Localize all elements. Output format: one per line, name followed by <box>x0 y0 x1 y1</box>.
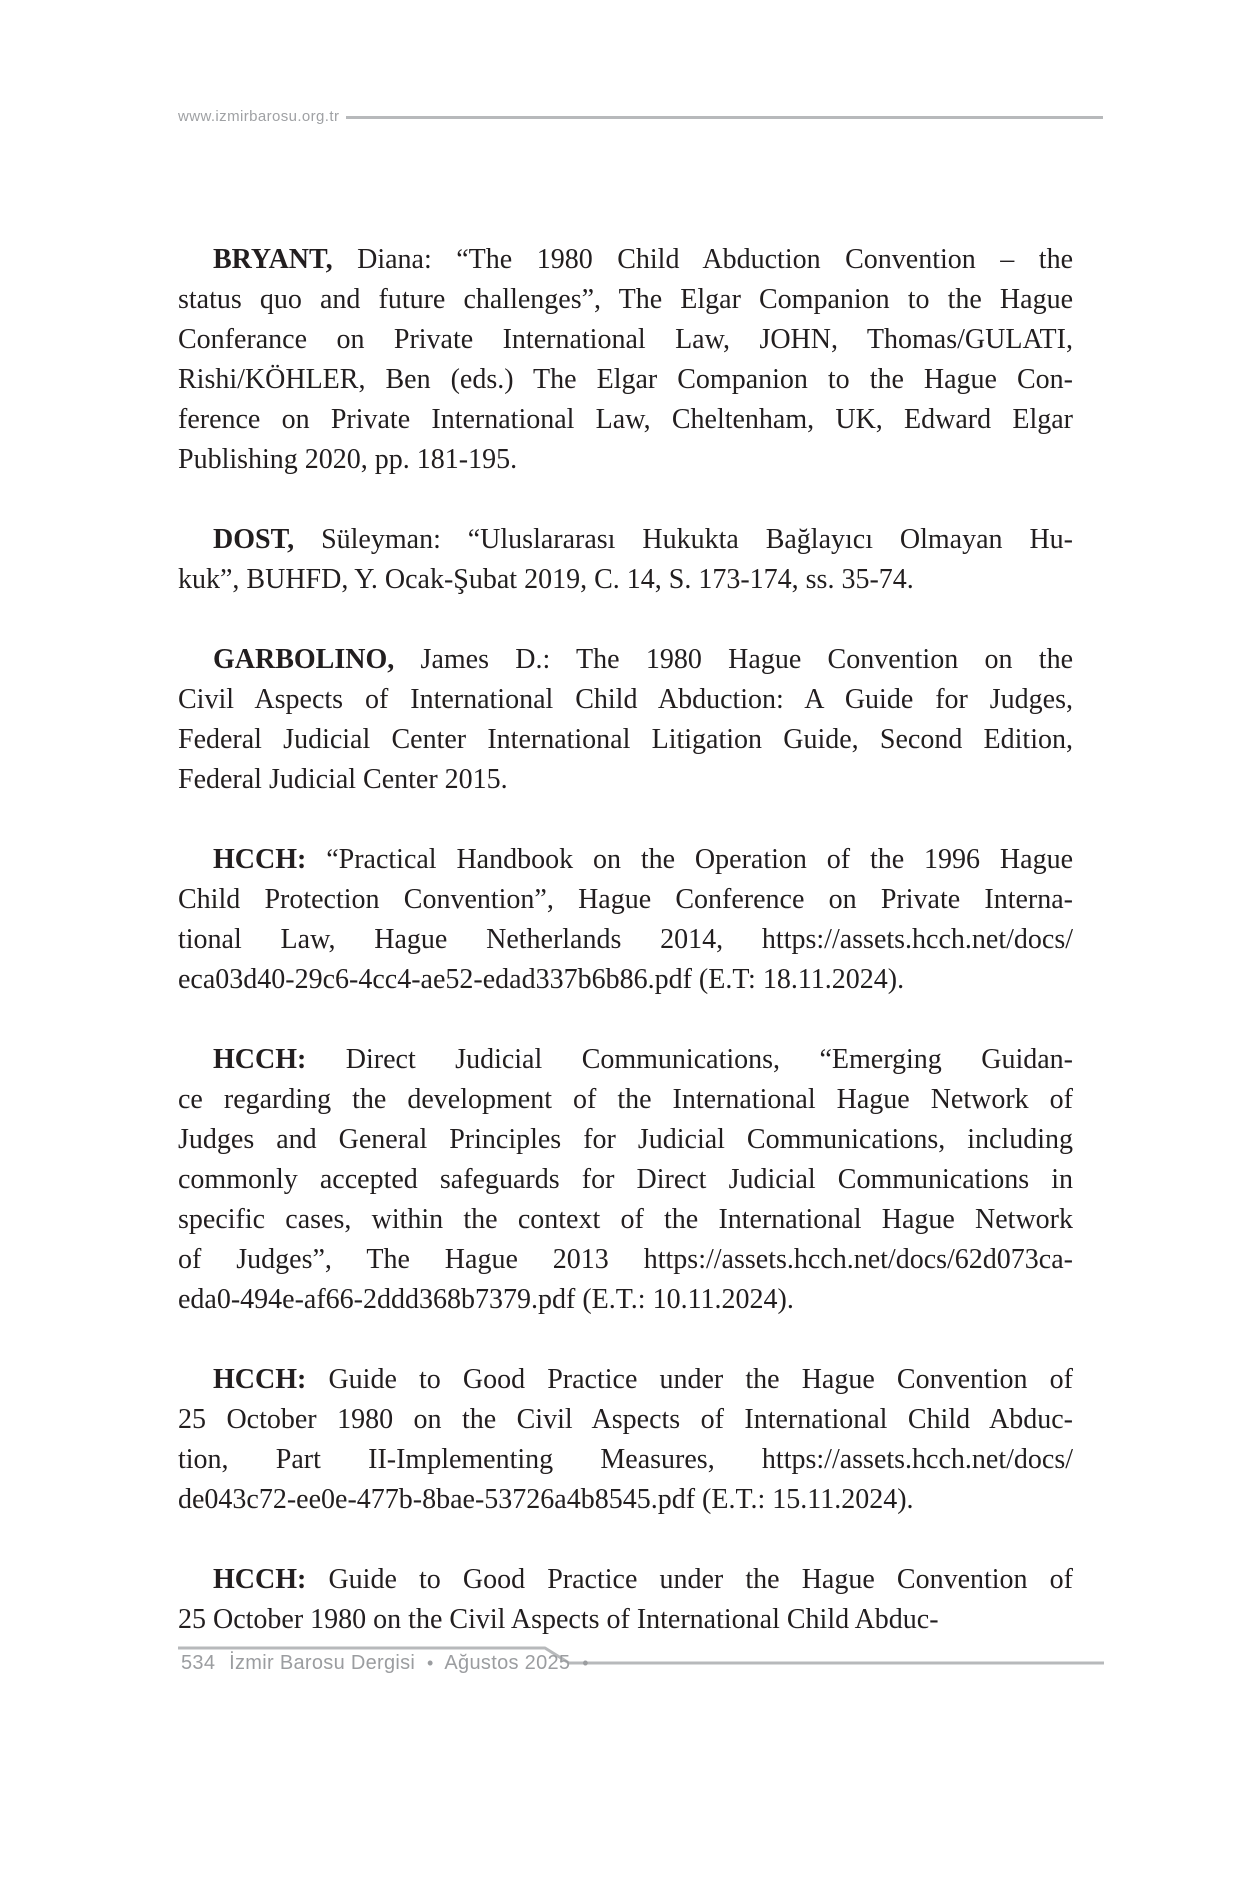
entry-lead: HCCH: <box>213 1564 307 1595</box>
entry-lead: DOST, <box>213 524 295 555</box>
text-line: tion, Part II-Implementing Measures, https://assets.hcch.net/docs/ <box>178 1444 1073 1475</box>
page-number: 534 <box>181 1652 216 1674</box>
bibliography-paragraph <box>178 1560 1073 1640</box>
text-line: HCCH: Guide to Good Practice under the Hague Convention of <box>213 1364 1073 1395</box>
text-line: Civil Aspects of International Child Abduction: A Guide for Judges, <box>178 684 1073 715</box>
text-line: HCCH: “Practical Handbook on the Operation of the 1996 Hague <box>213 844 1073 875</box>
entry-lead: HCCH: <box>213 844 307 875</box>
text-line: DOST, Süleyman: “Uluslararası Hukukta Bağlayıcı Olmayan Hu- <box>213 524 1073 555</box>
text-line: Rishi/KÖHLER, Ben (eds.) The Elgar Companion to the Hague Con- <box>178 364 1073 395</box>
footer-trailing-dot: • <box>582 1653 589 1673</box>
text-line: Child Protection Convention”, Hague Conference on Private Interna- <box>178 884 1073 915</box>
text-line: commonly accepted safeguards for Direct Judicial Communications in <box>178 1164 1073 1195</box>
bibliography-paragraph <box>178 520 1073 600</box>
text-line: eda0-494e-af66-2ddd368b7379.pdf (E.T.: 10.11.2024). <box>178 1284 794 1315</box>
issue-date: Ağustos 2025 <box>444 1652 571 1674</box>
entry-lead: BRYANT, <box>213 244 333 275</box>
text-line: ce regarding the development of the International Hague Network of <box>178 1084 1073 1115</box>
entry-lead: GARBOLINO, <box>213 644 395 675</box>
page-header <box>178 108 1103 125</box>
header-rule-line <box>346 116 1103 119</box>
bibliography-paragraph <box>178 240 1073 480</box>
bibliography-paragraph <box>178 1360 1073 1520</box>
text-line: kuk”, BUHFD, Y. Ocak-Şubat 2019, C. 14, S. 173-174, ss. 35-74. <box>178 564 914 595</box>
text-line: 25 October 1980 on the Civil Aspects of International Child Abduc- <box>178 1404 1073 1435</box>
text-line: HCCH: Guide to Good Practice under the Hague Convention of <box>213 1564 1073 1595</box>
text-line: Federal Judicial Center 2015. <box>178 764 508 795</box>
bibliography <box>178 240 1073 1640</box>
text-line: Conferance on Private International Law, JOHN, Thomas/GULATI, <box>178 324 1073 355</box>
text-line: GARBOLINO, James D.: The 1980 Hague Convention on the <box>213 644 1073 675</box>
text-line: of Judges”, The Hague 2013 https://assets.hcch.net/docs/62d073ca- <box>178 1244 1073 1275</box>
journal-name: İzmir Barosu Dergisi <box>229 1652 416 1674</box>
entry-lead: HCCH: <box>213 1044 307 1075</box>
text-line: HCCH: Direct Judicial Communications, “Emerging Guidan- <box>213 1044 1073 1075</box>
bibliography-paragraph <box>178 640 1073 800</box>
text-line: specific cases, within the context of the International Hague Network <box>178 1204 1073 1235</box>
text-line: 25 October 1980 on the Civil Aspects of International Child Abduc- <box>178 1604 939 1635</box>
footer-separator-dot: • <box>427 1653 434 1673</box>
text-line: BRYANT, Diana: “The 1980 Child Abduction Convention – the <box>213 244 1073 275</box>
page-footer <box>181 1652 595 1675</box>
text-line: ference on Private International Law, Cheltenham, UK, Edward Elgar <box>178 404 1073 435</box>
text-line: Judges and General Principles for Judicial Communications, including <box>178 1124 1073 1155</box>
website-url: www.izmirbarosu.org.tr <box>178 108 340 125</box>
entry-lead: HCCH: <box>213 1364 307 1395</box>
text-line: eca03d40-29c6-4cc4-ae52-edad337b6b86.pdf (E.T: 18.11.2024). <box>178 964 905 995</box>
bibliography-paragraph <box>178 840 1073 1000</box>
text-line: de043c72-ee0e-477b-8bae-53726a4b8545.pdf (E.T.: 15.11.2024). <box>178 1484 914 1515</box>
text-line: Publishing 2020, pp. 181-195. <box>178 444 518 475</box>
text-line: tional Law, Hague Netherlands 2014, https://assets.hcch.net/docs/ <box>178 924 1073 955</box>
text-line: Federal Judicial Center International Litigation Guide, Second Edition, <box>178 724 1073 755</box>
bibliography-paragraph <box>178 1040 1073 1320</box>
text-line: status quo and future challenges”, The Elgar Companion to the Hague <box>178 284 1073 315</box>
